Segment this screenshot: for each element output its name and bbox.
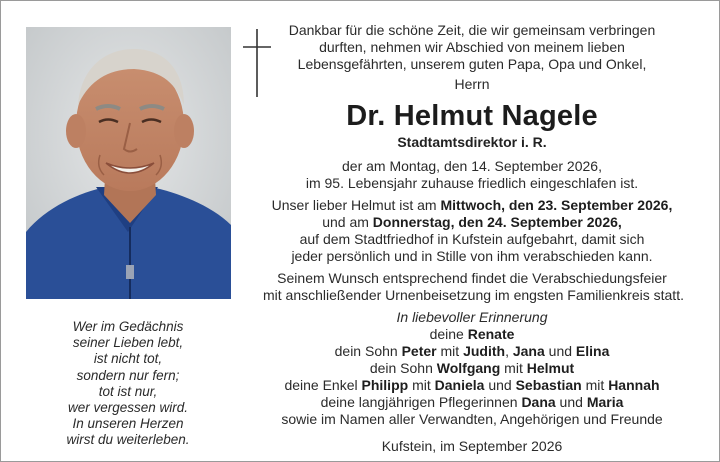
intro-line: Lebensgefährten, unserem guten Papa, Opa und Onkel, — [297, 56, 647, 72]
viewing-line: auf dem Stadtfriedhof in Kufstein aufgebahrt, damit sich — [299, 231, 645, 247]
memorial-poem — [23, 319, 233, 449]
place-date: Kufstein, im September 2026 — [381, 438, 563, 454]
poem-line: seiner Lieben lebt, — [72, 335, 184, 351]
deceased-title: Stadtamtsdirektor i. R. — [397, 134, 547, 150]
family-text: dein Sohn — [334, 343, 402, 359]
family-text: mit — [500, 360, 527, 376]
family-name: Dana — [521, 394, 556, 410]
viewing-date: Mittwoch, den 23. September 2026, — [440, 197, 673, 213]
poem-line: Wer im Gedächnis — [72, 319, 184, 334]
family-text: mit — [436, 343, 464, 359]
family-name: Sebastian — [515, 377, 582, 393]
poem-line: sondern nur fern; — [76, 367, 180, 383]
family-line-relatives: sowie im Namen aller Verwandten, Angehörigen und Freunde — [281, 411, 663, 427]
viewing-text: und am — [322, 214, 373, 230]
poem-line: In unseren Herzen — [72, 416, 184, 432]
family-name: Elina — [575, 343, 610, 359]
family-text: deine langjährigen Pflegerinnen — [320, 394, 522, 410]
viewing-text: Unser lieber Helmut ist am — [271, 197, 441, 213]
death-notice-line: im 95. Lebensjahr zuhause friedlich eingeschlafen ist. — [305, 175, 639, 191]
family-line-son2 — [263, 360, 681, 377]
family-text: und — [555, 394, 587, 410]
family-text: mit — [408, 377, 435, 393]
deceased-name: Dr. Helmut Nagele — [346, 100, 598, 132]
viewing-line — [263, 214, 681, 231]
family-text: und — [544, 343, 576, 359]
family-name: Hannah — [608, 377, 660, 393]
family-line-carers — [263, 394, 681, 411]
viewing-line: jeder persönlich und in Stille von ihm verabschieden kann. — [291, 248, 653, 264]
family-name: Philipp — [361, 377, 409, 393]
family-line-son1 — [263, 343, 681, 360]
farewell-line: mit anschließender Urnenbeisetzung im engsten Familienkreis statt. — [263, 287, 684, 303]
family-text: , — [505, 343, 513, 359]
family-name: Renate — [467, 326, 515, 342]
intro-line: Dankbar für die schöne Zeit, die wir gemeinsam verbringen — [288, 22, 656, 38]
family-text: und — [484, 377, 516, 393]
family-name: Judith — [463, 343, 506, 359]
family-line-partner — [263, 326, 681, 343]
portrait-photo — [26, 27, 231, 299]
family-name: Maria — [586, 394, 624, 410]
notice-text — [263, 22, 684, 455]
family-text: deine — [429, 326, 468, 342]
memory-heading: In liebevoller Erinnerung — [396, 309, 548, 325]
family-name: Peter — [401, 343, 437, 359]
poem-line: wer vergessen wird. — [67, 400, 189, 416]
salutation: Herrn — [454, 76, 490, 92]
family-name: Jana — [512, 343, 545, 359]
family-text: dein Sohn — [369, 360, 437, 376]
family-name: Daniela — [434, 377, 485, 393]
family-name: Helmut — [526, 360, 575, 376]
intro-line: durften, nehmen wir Abschied von meinem lieben — [319, 39, 625, 55]
farewell-line: Seinem Wunsch entsprechend findet die Verabschiedungsfeier — [277, 270, 667, 286]
poem-line: tot ist nur, — [98, 383, 158, 399]
portrait-image — [26, 27, 231, 299]
poem-line: ist nicht tot, — [93, 351, 163, 367]
death-notice-line: der am Montag, den 14. September 2026, — [342, 158, 602, 174]
family-text: mit — [581, 377, 609, 393]
family-text: deine Enkel — [284, 377, 362, 393]
viewing-line — [263, 197, 681, 214]
viewing-date: Donnerstag, den 24. September 2026, — [372, 214, 622, 230]
family-line-grandchildren — [263, 377, 681, 394]
family-name: Wolfgang — [436, 360, 501, 376]
poem-line: wirst du weiterleben. — [66, 432, 190, 448]
